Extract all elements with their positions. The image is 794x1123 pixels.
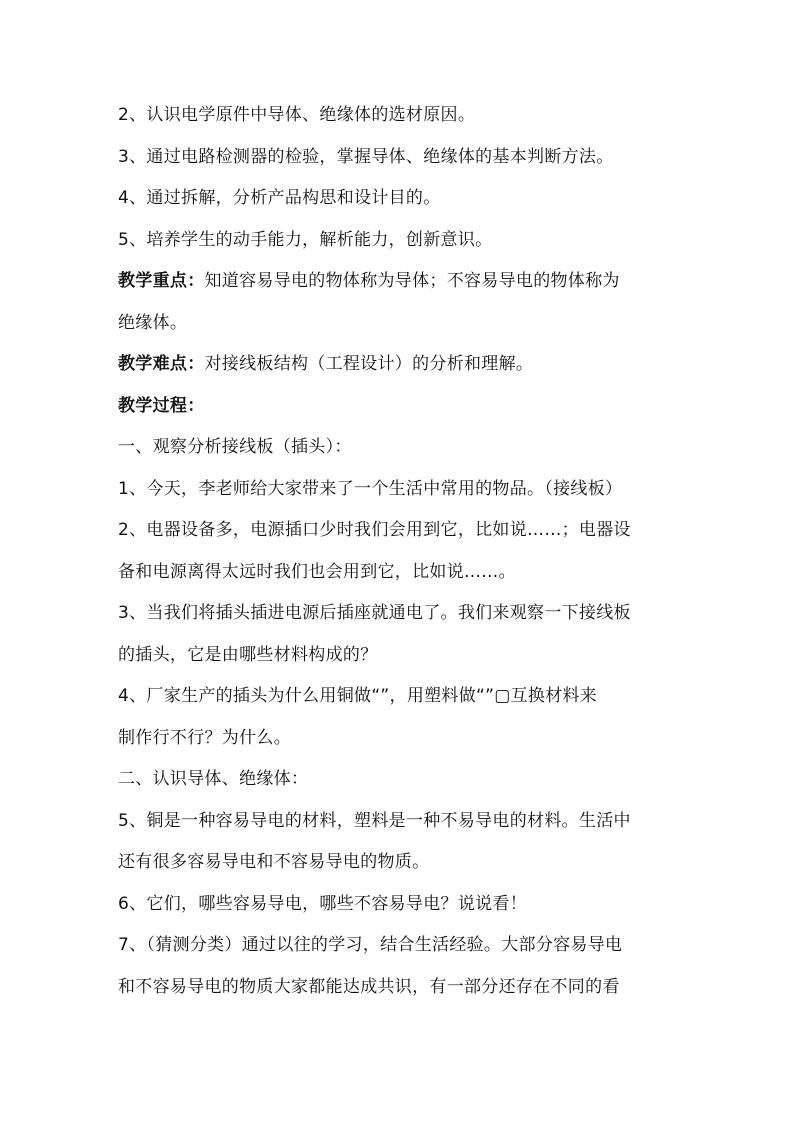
text-line-4 bbox=[118, 220, 688, 262]
line-text: 和不容易导电的物质大家都能达成共识，有一部分还存在不同的看 bbox=[118, 976, 620, 997]
text-line-15 bbox=[118, 676, 688, 718]
line-text: 绝缘体。 bbox=[118, 312, 188, 333]
text-line-18 bbox=[118, 801, 688, 843]
line-text: 1、今天，李老师给大家带来了一个生活中常用的物品。（接线板） bbox=[118, 478, 623, 499]
line-text: 7、（猜测分类）通过以往的学习，结合生活经验。大部分容易导电 bbox=[118, 935, 623, 955]
line-text: 还有很多容易导电和不容易导电的物质。 bbox=[118, 852, 430, 872]
document-page bbox=[118, 95, 688, 1008]
line-text: 2、电器设备多，电源插口少时我们会用到它，比如说……；电器设 bbox=[118, 520, 631, 540]
line-text: 4、通过拆解，分析产品构思和设计目的。 bbox=[118, 188, 441, 208]
text-line-19 bbox=[118, 842, 688, 884]
line-text: 5、培养学生的动手能力，解析能力，创新意识。 bbox=[118, 229, 493, 250]
line-text: 制作行不行？为什么。 bbox=[118, 727, 291, 748]
line-text: 二、认识导体、绝缘体： bbox=[118, 769, 309, 789]
line-text: 6、它们，哪些容易导电，哪些不容易导电？说说看！ bbox=[118, 893, 528, 914]
text-line-1 bbox=[118, 95, 688, 137]
line-text: 备和电源离得太远时我们也会用到它，比如说……。 bbox=[118, 561, 516, 582]
text-line-14 bbox=[118, 635, 688, 677]
text-line-2 bbox=[118, 137, 688, 179]
text-line-3 bbox=[118, 178, 688, 220]
line-text: 对接线板结构（工程设计）的分析和理解。 bbox=[204, 354, 534, 374]
line-text: 一、观察分析接线板（插头）： bbox=[118, 437, 352, 457]
text-line-13 bbox=[118, 593, 688, 635]
line-text: 知道容易导电的物体称为导体；不容易导电的物体称为 bbox=[204, 271, 620, 291]
text-line-12 bbox=[118, 552, 688, 594]
text-line-20 bbox=[118, 884, 688, 926]
text-line-10 bbox=[118, 469, 688, 511]
line-text: 3、当我们将插头插进电源后插座就通电了。我们来观察一下接线板 bbox=[118, 603, 631, 623]
process-label: 教学过程： bbox=[118, 395, 205, 416]
line-text: 4、厂家生产的插头为什么用铜做“”，用塑料做“”▢互换材料来 bbox=[118, 686, 598, 706]
line-text: 的插头，它是由哪些材料构成的？ bbox=[118, 644, 378, 665]
text-line-6 bbox=[118, 303, 688, 345]
process-heading bbox=[118, 386, 688, 428]
difficulty-label: 教学难点： bbox=[118, 354, 205, 374]
text-line-21 bbox=[118, 925, 688, 967]
section-heading-2 bbox=[118, 759, 688, 801]
line-text: 2、认识电学原件中导体、绝缘体的选材原因。 bbox=[118, 105, 476, 125]
text-line-22 bbox=[118, 967, 688, 1009]
line-text: 3、通过电路检测器的检验，掌握导体、绝缘体的基本判断方法。 bbox=[118, 146, 614, 167]
key-points-label: 教学重点： bbox=[118, 271, 205, 291]
line-text: 5、铜是一种容易导电的材料，塑料是一种不易导电的材料。生活中 bbox=[118, 810, 631, 831]
text-line-16 bbox=[118, 718, 688, 760]
key-points-line bbox=[118, 261, 688, 303]
text-line-11 bbox=[118, 510, 688, 552]
section-heading-1 bbox=[118, 427, 688, 469]
difficulty-line bbox=[118, 344, 688, 386]
